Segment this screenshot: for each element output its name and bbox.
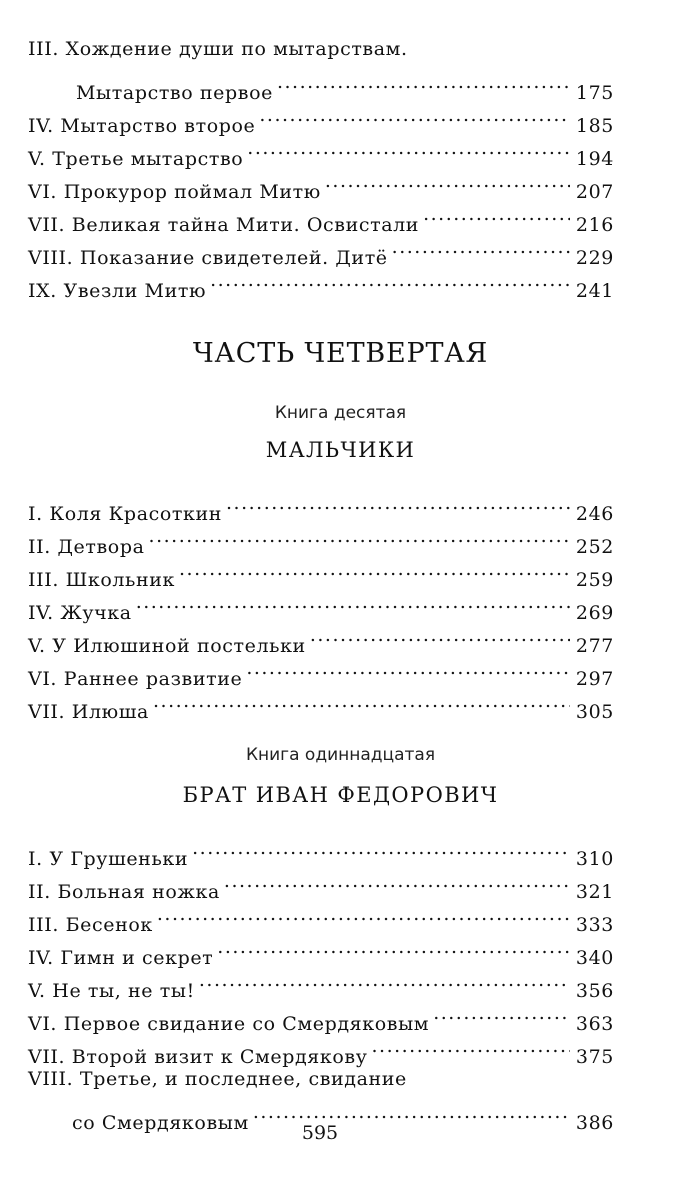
dot-leader [210,264,570,297]
toc-entry-page: 363 [575,1013,614,1035]
toc-entry-title: III. Бесенок [28,914,153,936]
toc-entry-page: 259 [575,569,614,591]
dot-leader [423,198,570,231]
dot-leader [179,553,570,586]
dot-leader [247,132,570,165]
book-title: БРАТ ИВАН ФЕДОРОВИЧ [182,783,499,807]
toc-entry-page: 194 [575,148,614,170]
toc-entry [28,832,614,870]
dot-leader [157,898,570,931]
book-title: МАЛЬЧИКИ [265,438,416,462]
toc-entry-page: 185 [575,115,614,137]
toc-entry-page: 229 [575,247,614,269]
toc-entry-title: IV. Мытарство второе [28,115,256,137]
dot-leader [371,1030,569,1063]
dot-leader [226,487,570,520]
dot-leader [277,66,570,99]
part-title: ЧАСТЬ ЧЕТВЕРТАЯ [192,338,489,369]
book-label: Книга одиннадцатая [245,745,436,765]
toc-entry-page: 269 [575,602,614,624]
dot-leader [310,619,570,652]
toc-entry [28,1063,614,1096]
dot-leader [392,231,570,264]
toc-entry-title: VI. Раннее развитие [28,668,243,690]
toc-entry-page: 310 [575,848,614,870]
dot-leader [153,685,570,718]
toc-entry-page: 246 [575,503,614,525]
toc-entry-title: VIII. Третье, и последнее, свидание [28,1068,407,1090]
toc-entry-page: 321 [575,881,614,903]
toc-section-book10 [28,487,614,723]
dot-leader [246,652,570,685]
toc-entry-page: 386 [575,1112,614,1134]
toc-entry-page: 252 [575,536,614,558]
toc-entry-page: 356 [575,980,614,1002]
toc-entry-title: V. У Илюшиной постельки [28,635,306,657]
page-number: 595 [301,1122,339,1144]
toc-entry-title: IX. Увезли Митю [28,280,207,302]
toc-entry-title: III. Хождение души по мытарствам. [28,38,408,60]
toc-entry-page: 375 [575,1046,614,1068]
toc-entry-title: со Смердяковым [72,1112,249,1134]
toc-entry-title: II. Детвора [28,536,145,558]
dot-leader [224,865,570,898]
toc-entry-title: II. Больная ножка [28,881,220,903]
toc-entry-title: IV. Гимн и секрет [28,947,214,969]
toc-entry-title: Мытарство первое [76,82,273,104]
toc-entry-page: 277 [575,635,614,657]
toc-entry-title: VII. Второй визит к Смердякову [28,1046,368,1068]
dot-leader [325,165,570,198]
toc-entry-title: I. Коля Красоткин [28,503,223,525]
dot-leader [192,832,570,865]
dot-leader [433,997,570,1030]
toc-entry-title: III. Школьник [28,569,176,591]
toc-entry-title: VIII. Показание свидетелей. Дитё [28,247,388,269]
toc-entry-page: 297 [575,668,614,690]
toc-entry-page: 207 [575,181,614,203]
dot-leader [136,586,570,619]
dot-leader [259,99,570,132]
toc-entry-page: 333 [575,914,614,936]
toc-entry [28,66,614,104]
toc-entry-page: 216 [575,214,614,236]
toc-entry-title: VI. Прокурор поймал Митю [28,181,321,203]
toc-entry-title: VI. Первое свидание со Смердяковым [28,1013,430,1035]
toc-entry-page: 175 [575,82,614,104]
toc-entry-page: 241 [575,280,614,302]
toc-entry [28,33,614,66]
dot-leader [199,964,570,997]
toc-entry-title: VII. Великая тайна Мити. Освистали [28,214,420,236]
book-label: Книга десятая [274,403,407,423]
toc-entry-title: VII. Илюша [28,701,149,723]
dot-leader [149,520,570,553]
toc-entry [28,487,614,525]
toc-entry-title: V. Не ты, не ты! [28,980,195,1002]
toc-section-top [28,33,614,302]
toc-entry-page: 305 [575,701,614,723]
toc-entry-title: V. Третье мытарство [28,148,244,170]
toc-entry-title: IV. Жучка [28,602,132,624]
toc-entry-page: 340 [575,947,614,969]
toc-entry-title: I. У Грушеньки [28,848,189,870]
dot-leader [217,931,570,964]
